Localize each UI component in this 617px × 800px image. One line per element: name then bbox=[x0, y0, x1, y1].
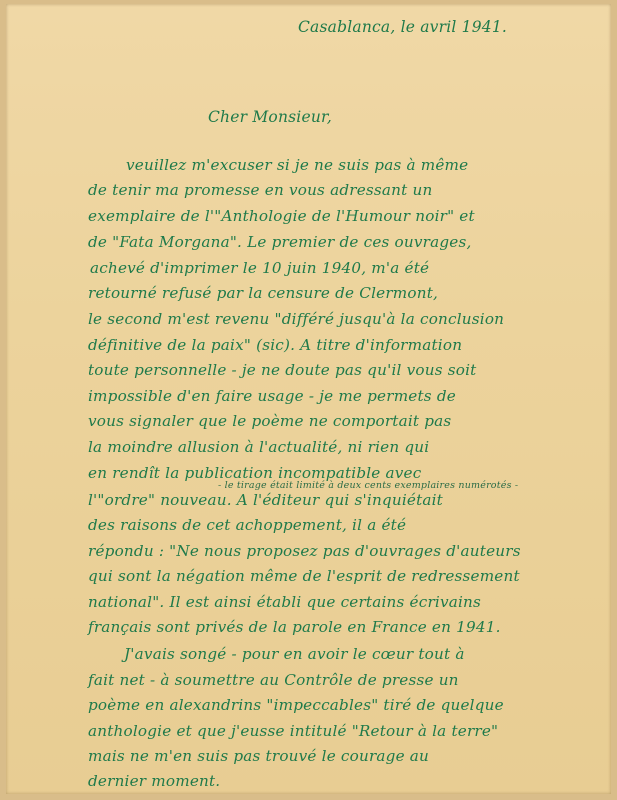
letter-line: vous signaler que le poème ne comportait pas bbox=[88, 412, 452, 430]
letter-line: qui sont la négation même de l'esprit de redressement bbox=[88, 567, 520, 585]
letter-line: anthologie et que j'eusse intitulé "Retour à la terre" bbox=[88, 722, 499, 740]
letter-line: toute personnelle - je ne doute pas qu'il vous soit bbox=[88, 361, 477, 379]
marginal-insertion: - le tirage était limité à deux cents exemplaires numérotés - bbox=[218, 480, 519, 491]
dateline: Casablanca, le avril 1941. bbox=[298, 18, 508, 36]
letter-line: définitive de la paix" (sic). A titre d'information bbox=[88, 336, 463, 354]
letter-line: en rendît la publication incompatible avec bbox=[88, 464, 422, 482]
letter-line: répondu : "Ne nous proposez pas d'ouvrages d'auteurs bbox=[88, 542, 521, 560]
letter-line: l'"ordre" nouveau. A l'éditeur qui s'inquiétait bbox=[88, 491, 443, 509]
letter-line: impossible d'en faire usage - je me permets de bbox=[88, 387, 456, 405]
salutation: Cher Monsieur, bbox=[208, 108, 333, 126]
letter-page bbox=[6, 4, 611, 794]
letter-line: poème en alexandrins "impeccables" tiré de quelque bbox=[88, 696, 504, 714]
letter-line: national". Il est ainsi établi que certains écrivains bbox=[88, 593, 482, 611]
letter-line: le second m'est revenu "différé jusqu'à la conclusion bbox=[88, 310, 505, 328]
letter-line: de "Fata Morgana". Le premier de ces ouvrages, bbox=[88, 233, 472, 251]
letter-line: dernier moment. bbox=[88, 772, 221, 790]
letter-line: français sont privés de la parole en France en 1941. bbox=[88, 618, 501, 636]
letter-line: mais ne m'en suis pas trouvé le courage au bbox=[88, 747, 430, 765]
letter-line: des raisons de cet achoppement, il a été bbox=[88, 516, 407, 534]
letter-line: fait net - à soumettre au Contrôle de presse un bbox=[88, 671, 459, 689]
letter-line: retourné refusé par la censure de Clermont, bbox=[88, 284, 439, 302]
letter-line: exemplaire de l'"Anthologie de l'Humour noir" et bbox=[88, 207, 475, 225]
letter-line: veuillez m'excuser si je ne suis pas à même bbox=[126, 156, 469, 174]
letter-line: J'avais songé - pour en avoir le cœur tout à bbox=[124, 645, 465, 663]
letter-line: la moindre allusion à l'actualité, ni rien qui bbox=[88, 438, 430, 456]
letter-line: achevé d'imprimer le 10 juin 1940, m'a été bbox=[90, 259, 430, 277]
letter-line: de tenir ma promesse en vous adressant un bbox=[88, 181, 433, 199]
